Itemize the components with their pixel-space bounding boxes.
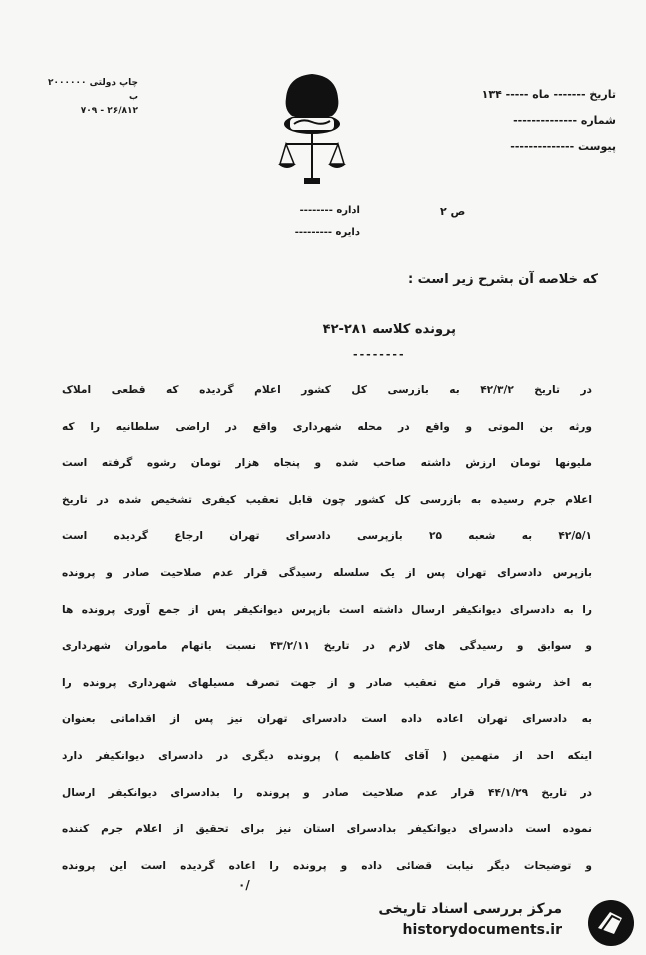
department-field: اداره -------- xyxy=(299,205,360,216)
document-body xyxy=(62,372,592,884)
case-underline: -------- xyxy=(353,348,406,361)
header-fields xyxy=(396,88,616,166)
printer-note xyxy=(38,76,138,118)
number-field: شماره -------------- xyxy=(513,114,616,127)
printer-line-2: ۲۶/۸۱۲ - ۷۰۹ xyxy=(80,106,138,116)
date-field: تاریخ ------- ماه ----- ۱۳۴ xyxy=(481,88,616,101)
watermark xyxy=(360,898,640,948)
body-line: نموده است دادسرای دیوانکیفر بدادسرای استان نیز برای تحقیق از اعلام جرم کننده xyxy=(62,823,592,836)
body-line: ۴۲/۵/۱ به شعبه ۲۵ بازپرسی دادسرای تهران ارجاع گردیده است xyxy=(62,530,592,543)
body-line: بازپرس دادسرای تهران پس از یک سلسله رسیدگی قرار عدم صلاحیت صادر و پرونده xyxy=(62,566,592,579)
printer-line-1: چاپ دولتی ۲۰۰۰۰۰۰ ب xyxy=(47,78,138,102)
body-line: به دادسرای تهران اعاده داده است دادسرای تهران نیز پس از اقداماتی بعنوان xyxy=(62,713,592,726)
watermark-url: historydocuments.ir xyxy=(402,922,562,938)
body-line: و توضیحات دیگر نیابت قضائی داده و پرونده را اعاده گردیده است این پرونده xyxy=(62,859,592,872)
body-line: در تاریخ ۴۲/۳/۲ به بازرسی کل کشور اعلام گردیده که قطعی املاک xyxy=(62,384,592,396)
body-line: اینکه احد از متهمین ( آقای کاظمیه ) پرونده دیگری در دادسرای دیوانکیفر دارد xyxy=(62,749,592,762)
page-marker: ص ۲ xyxy=(440,205,466,218)
watermark-title: مرکز بررسی اسناد تاریخی xyxy=(378,901,562,917)
body-line: اعلام جرم رسیده به بازرسی کل کشور چون قابل تعقیب کیفری تشخیص شده در تاریخ xyxy=(62,493,592,506)
attachment-field: پیوست -------------- xyxy=(510,140,616,153)
department-fields xyxy=(270,200,360,244)
office-field: دایره --------- xyxy=(294,227,360,238)
body-line: ملیونها تومان ارزش داشته صاحب شده و پنجاه هزار تومان رشوه گرفته است xyxy=(62,457,592,470)
body-line: و سوابق و رسیدگی های لازم در تاریخ ۴۳/۲/۱۱ نسبت باتهام ماموران شهرداری xyxy=(62,640,592,653)
body-line: در تاریخ ۴۴/۱/۲۹ قرار عدم صلاحیت صادر و پرونده را بدادسرای دیوانکیفر ارسال xyxy=(62,786,592,799)
body-line: را به دادسرای دیوانکیفر ارسال داشته است بازپرس دیوانکیفر پس از جمع آوری پرونده ها xyxy=(62,603,592,616)
case-number: پرونده کلاسه ۲۸۱-۴۲ xyxy=(322,322,456,337)
page-number: ۰/ xyxy=(238,878,250,892)
lion-and-sun-emblem-icon xyxy=(272,68,352,193)
body-line: ورثه بن الموتی و واقع در محله شهرداری واقع در اراضی سلطانیه را که xyxy=(62,420,592,433)
body-line: به اخذ رشوه قرار منع تعقیب صادر و از جهت تصرف مسیلهای شهرداری پرونده را xyxy=(62,676,592,689)
summary-heading: که خلاصه آن بشرح زیر است : xyxy=(407,272,598,287)
archive-logo-icon xyxy=(586,898,636,948)
